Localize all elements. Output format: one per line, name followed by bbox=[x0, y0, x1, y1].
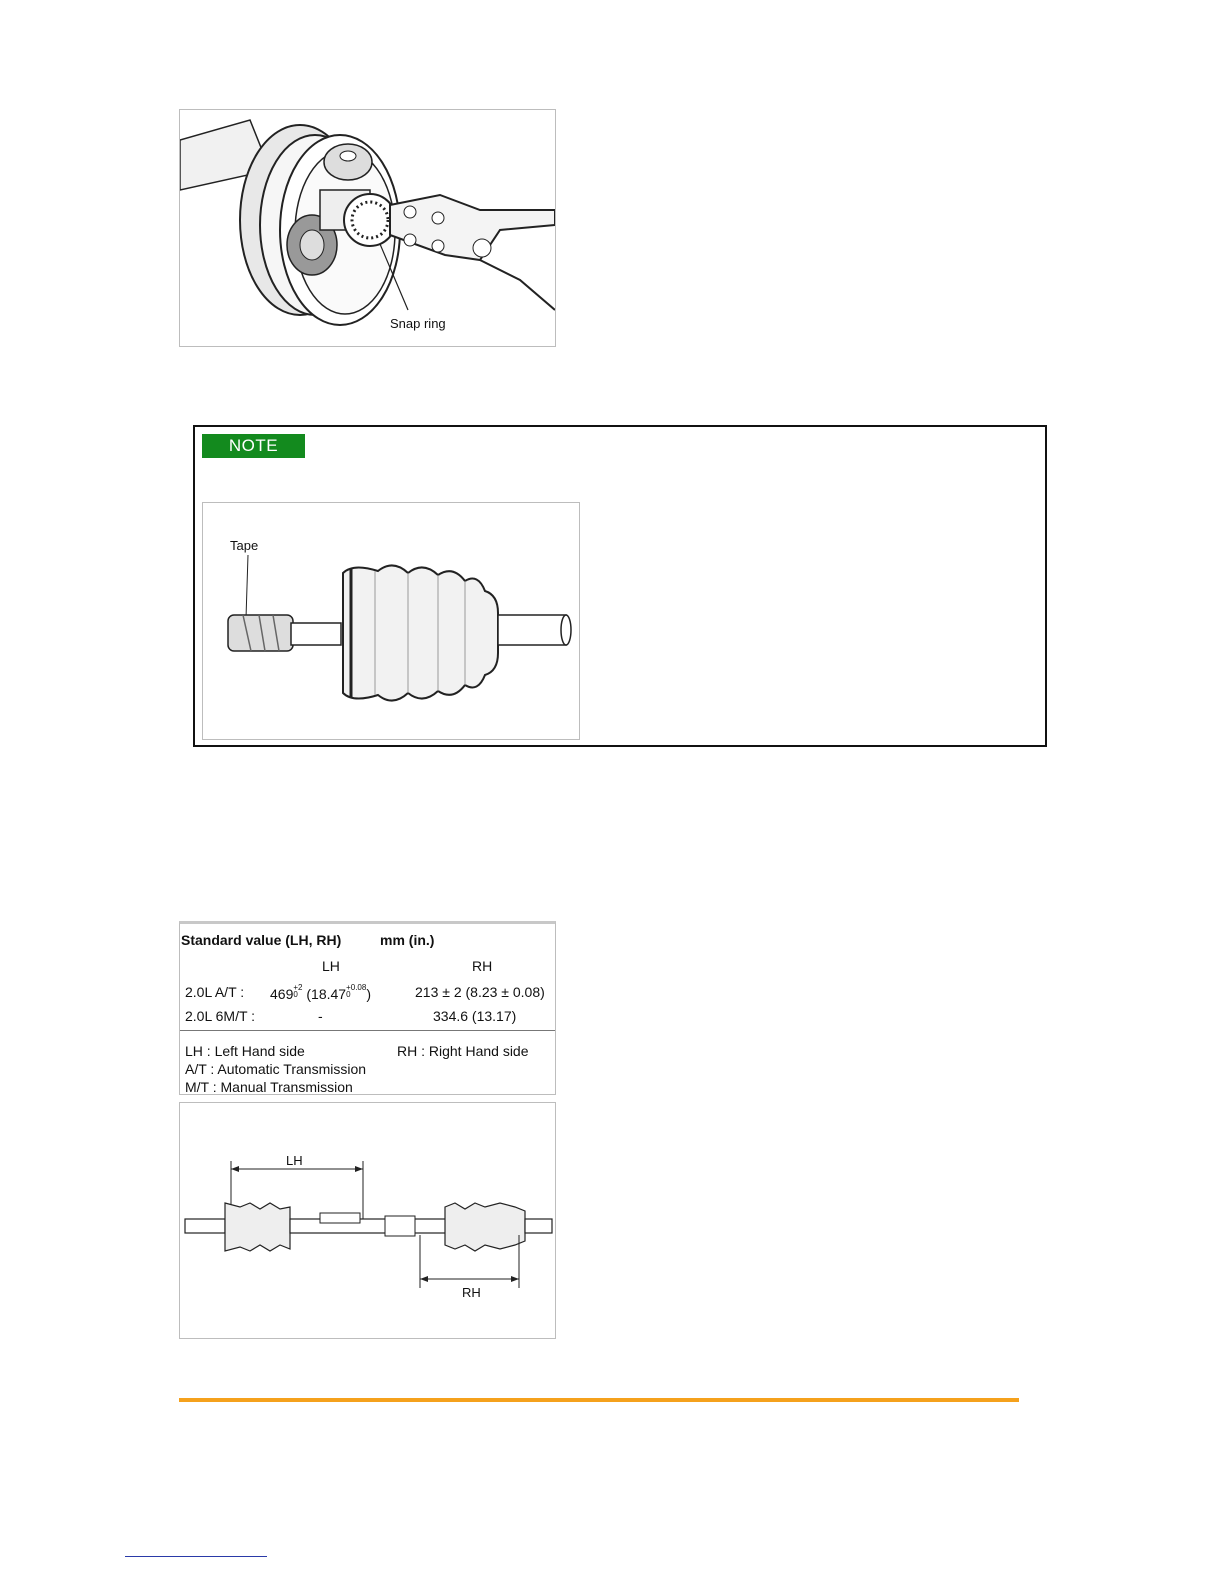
row-value-mt-lh: - bbox=[318, 1008, 323, 1024]
at-lh-in-tol-low: 0 bbox=[346, 990, 351, 999]
row-value-mt-rh: 334.6 (13.17) bbox=[433, 1008, 517, 1024]
spec-title: Standard value (LH, RH) bbox=[181, 932, 342, 948]
legend-mt: M/T : Manual Transmission bbox=[185, 1079, 353, 1095]
section-divider bbox=[179, 1398, 1019, 1402]
at-lh-in-tol-up: +0.08 bbox=[346, 983, 367, 992]
note-box bbox=[193, 425, 1047, 747]
at-lh-inch-tolerance bbox=[346, 984, 366, 998]
tape-figure bbox=[202, 502, 580, 740]
tape-boot-illustration bbox=[203, 503, 579, 739]
at-lh-main: 469 bbox=[270, 986, 294, 1002]
shaft-length-illustration bbox=[180, 1103, 555, 1338]
standard-value-table bbox=[179, 921, 556, 1095]
snap-ring-label: Snap ring bbox=[390, 316, 446, 331]
snap-ring-figure bbox=[179, 109, 556, 347]
row-value-at-rh: 213 ± 2 (8.23 ± 0.08) bbox=[415, 984, 545, 1000]
at-lh-close: ) bbox=[366, 986, 371, 1002]
legend-at: A/T : Automatic Transmission bbox=[185, 1061, 367, 1077]
shaft-length-figure bbox=[179, 1102, 556, 1339]
row-value-at-lh bbox=[270, 984, 371, 1002]
note-badge: NOTE bbox=[202, 434, 305, 458]
legend-rh: RH : Right Hand side bbox=[397, 1043, 529, 1059]
legend-lh: LH : Left Hand side bbox=[185, 1043, 305, 1059]
at-lh-tol-up: +2 bbox=[293, 983, 303, 992]
row-label-mt: 2.0L 6M/T : bbox=[185, 1008, 256, 1024]
column-header-lh: LH bbox=[322, 958, 340, 974]
row-label-at: 2.0L A/T : bbox=[185, 984, 245, 1000]
snap-ring-illustration bbox=[180, 110, 555, 346]
column-header-rh: RH bbox=[472, 958, 493, 974]
tape-label: Tape bbox=[230, 538, 259, 553]
lh-dimension-label: LH bbox=[286, 1153, 303, 1168]
rh-dimension-label: RH bbox=[462, 1285, 481, 1300]
spec-unit: mm (in.) bbox=[380, 932, 435, 948]
at-lh-tolerance bbox=[293, 984, 302, 998]
spec-divider bbox=[180, 1030, 555, 1031]
at-lh-inch: (18.47 bbox=[306, 986, 347, 1002]
footer-link-underline[interactable] bbox=[125, 1556, 267, 1557]
at-lh-tol-low: 0 bbox=[293, 990, 298, 999]
